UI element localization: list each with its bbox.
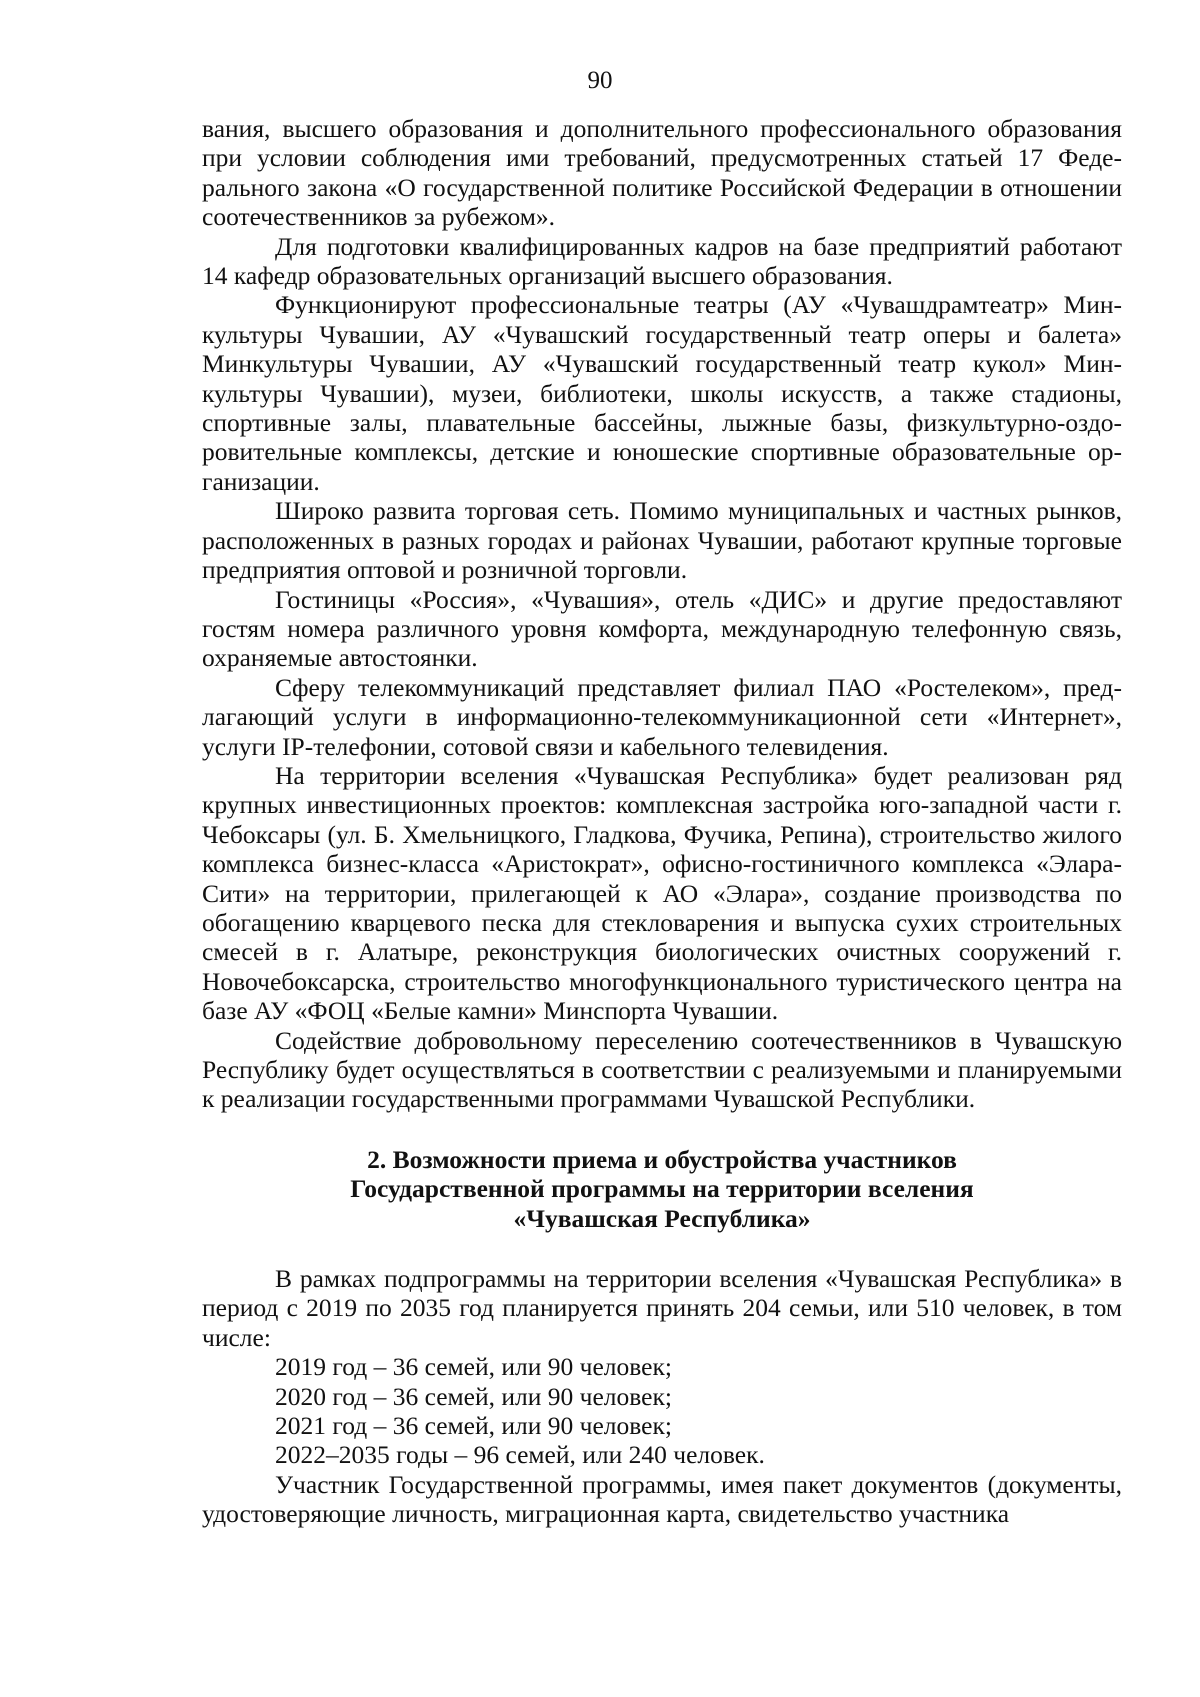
paragraph: Гостиницы «Россия», «Чувашия», отель «ДИС» и другие предоставляют гостям номера различного уровня комфорта, международную телефонную связь, охраняемые автостоянки. [202, 584, 1122, 673]
list-item: 2020 год – 36 семей, или 90 человек; [275, 1381, 672, 1411]
paragraph: вания, высшего образования и дополнительного профессионального образования при условии соблюдения ими требований, предусмотренных статьей 17 Федерального закона «О государственной политике Российской Федерации в отношении соотечественников за рубежом». [202, 114, 1122, 232]
paragraph: Сферу телекоммуникаций представляет филиал ПАО «Ростелеком», предлагающий услуги в информационно-телекоммуникационной сети «Интернет», услуги IP-телефонии, сотовой связи и кабельного телевидения. [202, 672, 1122, 761]
section-heading-line: Государственной программы на территории вселения [350, 1174, 974, 1204]
page-number: 90 [587, 67, 613, 94]
paragraph: Функционируют профессиональные театры (АУ «Чувашдрамтеатр» Минкультуры Чувашии, АУ «Чувашский государственный театр оперы и балета» Минкультуры Чувашии, АУ «Чувашский государственный театр кукол» Минкультуры Чувашии), музеи, библиотеки, школы искусств, а также стадионы, спортивные залы, плавательные бассейны, лыжные базы, физкультурно-оздоровительные комплексы, детские и юношеские спортивные образовательные организации. [202, 290, 1122, 496]
section-heading-line: 2. Возможности приема и обустройства участников [367, 1144, 957, 1174]
paragraph: Содействие добровольному переселению соотечественников в Чувашскую Республику будет осуществляться в соответствии с реализуемыми и планируемыми к реализации государственными программами Чувашской Республики. [202, 1025, 1122, 1114]
paragraph: Широко развита торговая сеть. Помимо муниципальных и частных рынков, расположенных в разных городах и районах Чувашии, работают крупные торговые предприятия оптовой и розничной торговли. [202, 496, 1122, 585]
paragraph: Участник Государственной программы, имея пакет документов (документы, удостоверяющие личность, миграционная карта, свидетельство участника [202, 1469, 1122, 1529]
section-heading [202, 1145, 1122, 1233]
list-item: 2022–2035 годы – 96 семей, или 240 человек. [275, 1440, 765, 1470]
list-item: 2019 год – 36 семей, или 90 человек; [275, 1352, 672, 1382]
section-heading-line: «Чувашская Республика» [513, 1203, 811, 1233]
document-body [202, 114, 1122, 1529]
paragraph: На территории вселения «Чувашская Республика» будет реализован ряд крупных инвестиционных проектов: комплексная застройка юго-западной части г. Чебоксары (ул. Б. Хмельницкого, Гладкова, Фучика, Репина), строительство жилого комплекса бизнес-класса «Аристократ», офисно-гостиничного комплекса «Элара-Сити» на территории, прилегающей к АО «Элара», создание производства по обогащению кварцевого песка для стекловарения и выпуска сухих строительных смесей в г. Алатыре, реконструкция биологических очистных сооружений г. Новочебоксарска, строительство многофункционального туристического центра на базе АУ «ФОЦ «Белые камни» Минспорта Чувашии. [202, 760, 1122, 1026]
list-item: 2021 год – 36 семей, или 90 человек; [275, 1411, 672, 1441]
paragraph: Для подготовки квалифицированных кадров на базе предприятий работают 14 кафедр образовательных организаций высшего образования. [202, 231, 1122, 291]
paragraph: В рамках подпрограммы на территории вселения «Чувашская Республика» в период с 2019 по 2035 год планируется принять 204 семьи, или 510 человек, в том числе: [202, 1264, 1122, 1352]
